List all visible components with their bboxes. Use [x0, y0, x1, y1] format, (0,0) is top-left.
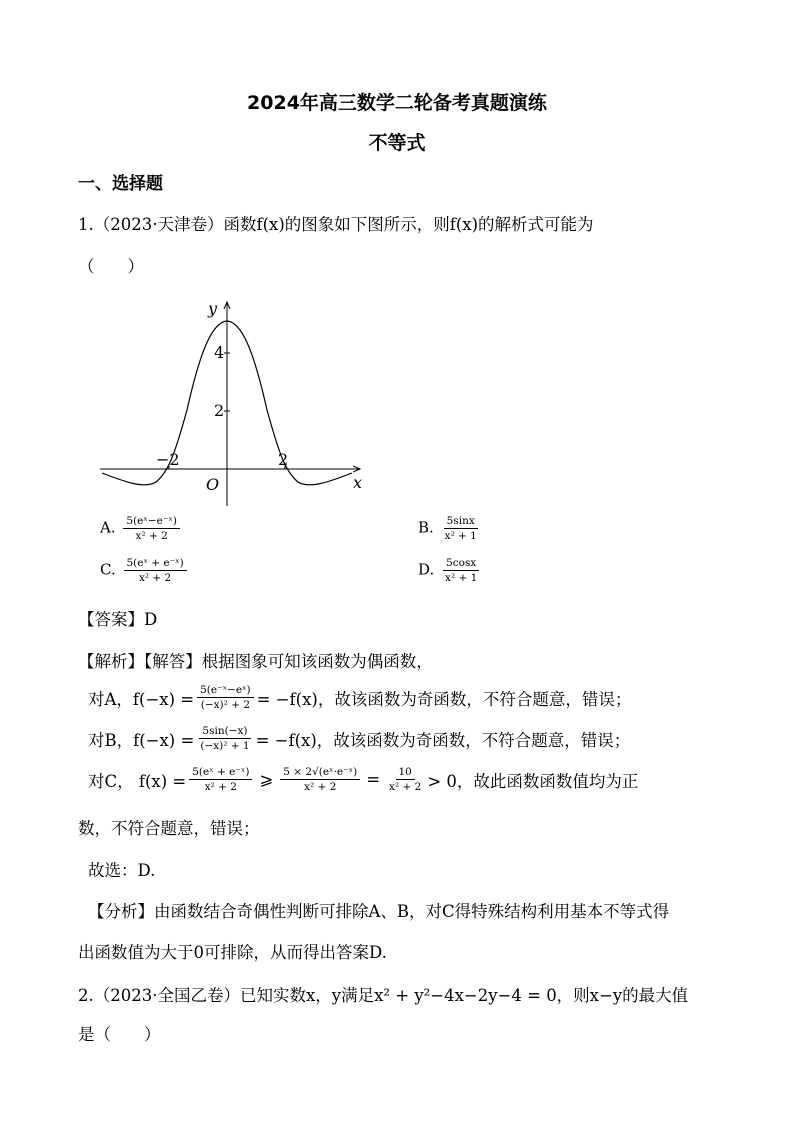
option-b[interactable] [418, 515, 483, 542]
option-a[interactable] [100, 515, 183, 542]
x-axis-label: x [353, 473, 363, 492]
analysis-line-b [88, 725, 630, 752]
doc-subtitle: 不等式 [368, 132, 426, 154]
origin-label: O [206, 475, 220, 494]
option-d-letter: D. [418, 560, 435, 579]
option-a-den: x² + 2 [135, 530, 168, 542]
line-c-den2: x² + 2 [304, 781, 337, 793]
option-c-den: x² + 2 [138, 572, 172, 584]
tick-x-2: 2 [278, 450, 289, 469]
option-c-letter: C. [100, 560, 116, 579]
line-a-pre: 对A，f(−x) = [88, 689, 195, 709]
doc-title: 2024年高三数学二轮备考真题演练 [247, 92, 547, 114]
line-b-post: = −f(x)，故该函数为奇函数，不符合题意，错误； [255, 730, 631, 750]
option-d[interactable] [418, 557, 483, 584]
line-c-geq: ⩾ [259, 770, 274, 789]
line-c-num3: 10 [396, 766, 415, 780]
line-c-num1: 5(eˣ + e⁻ˣ) [189, 766, 252, 780]
choose-line: 故选：D. [88, 861, 156, 880]
q1-blank: （ ） [78, 257, 144, 276]
option-c-num: 5(eˣ + e⁻ˣ) [124, 557, 187, 571]
q2-stem-2: 是（ ） [78, 1025, 161, 1044]
q1-function-graph [90, 292, 380, 512]
line-c-den1: x² + 2 [204, 781, 237, 793]
line-b-pre: 对B，f(−x) = [88, 730, 195, 750]
option-a-letter: A. [100, 518, 116, 537]
line-a-den: (−x)² + 2 [200, 699, 251, 711]
line-c-post: > 0，故此函数函数值均为正 [427, 771, 639, 791]
answer-line: 【答案】D [78, 610, 158, 629]
section-heading: 一、选择题 [78, 174, 163, 194]
tick-y-4: 4 [214, 343, 225, 362]
line-b-den: (−x)² + 1 [200, 740, 250, 752]
option-b-num: 5sinx [444, 515, 478, 529]
option-d-num: 5cosx [443, 557, 479, 571]
line-a-num: 5(e⁻ˣ−eˣ) [197, 684, 254, 698]
line-c-num2: 5 × 2√(eˣ·e⁻ˣ) [280, 766, 360, 780]
analysis-line-c2: 数，不符合题意，错误； [78, 819, 260, 838]
line-c-pre: 对C， f(x) = [88, 771, 187, 791]
line-b-num: 5sin(−x) [199, 725, 250, 739]
line-c-eq: = [366, 770, 381, 789]
line-c-den3: x² + 2 [389, 781, 422, 793]
option-d-den: x² + 1 [445, 572, 478, 584]
q2-stem: 2.（2023·全国乙卷）已知实数x，y满足x² + y²−4x−2y−4 = 0，则x−y的最大值 [78, 986, 689, 1005]
option-b-letter: B. [418, 518, 434, 537]
y-axis-label: y [208, 299, 218, 318]
tick-y-2: 2 [214, 401, 225, 420]
fenxi-line-2: 出函数值为大于0可排除，从而得出答案D. [78, 943, 387, 962]
tick-x-neg2: −2 [156, 450, 180, 469]
analysis-line-a [88, 684, 631, 711]
analysis-line-c [88, 766, 638, 793]
option-c[interactable] [100, 557, 190, 584]
line-a-post: = −f(x)，故该函数为奇函数，不符合题意，错误； [256, 689, 632, 709]
option-b-den: x² + 1 [444, 530, 477, 542]
analysis-head: 【解析】【解答】根据图象可知该函数为偶函数， [78, 652, 433, 671]
q1-stem: 1.（2023·天津卷）函数f(x)的图象如下图所示，则f(x)的解析式可能为 [78, 215, 594, 234]
option-a-num: 5(eˣ−e⁻ˣ) [123, 515, 180, 529]
fenxi-line-1: 【分析】由函数结合奇偶性判断可排除A、B，对C得特殊结构利用基本不等式得 [88, 902, 670, 921]
